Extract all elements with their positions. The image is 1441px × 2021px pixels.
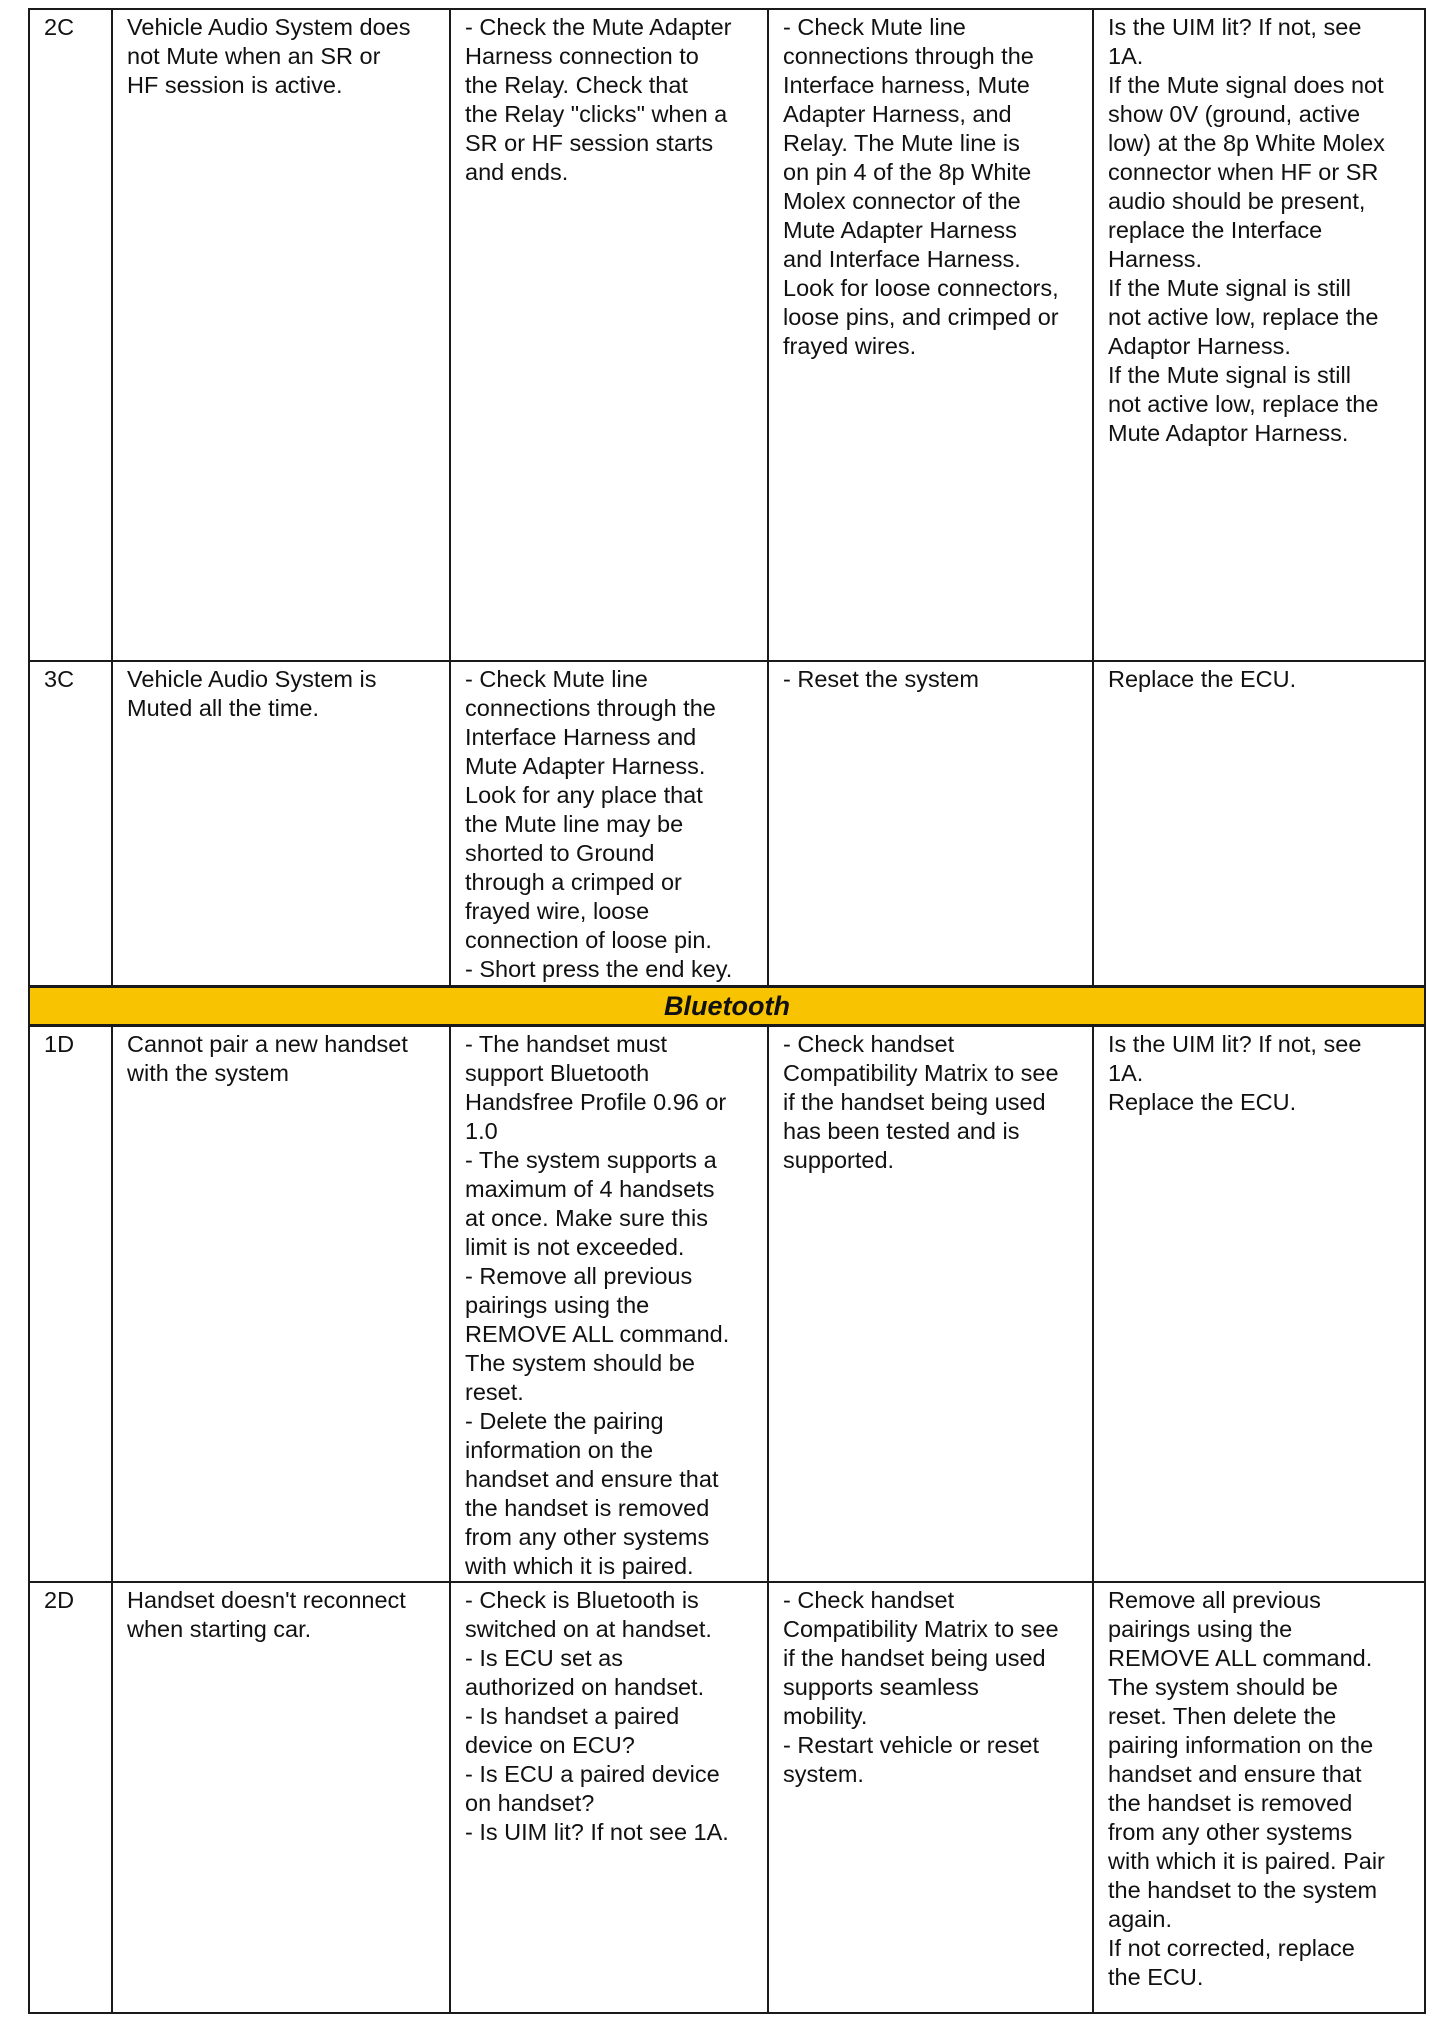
first-check-cell: - The handset must support Bluetooth Handsfree Profile 0.96 or 1.0 - The system supports a maximum of 4 handsets at once. Make sure this limit is not exceeded. - Remove all previous pairings using the REMOVE ALL command. The system should be reset. - Delete the pairing information on the handset and ensure that the handset is removed from any other systems with which it is paired. bbox=[450, 1026, 768, 1583]
second-check-cell: - Check Mute line connections through the Interface harness, Mute Adapter Harness, and Relay. The Mute line is on pin 4 of the 8p White Molex connector of the Mute Adapter Harness and Interface Harness. Look for loose connectors, loose pins, and crimped or frayed wires. bbox=[768, 9, 1093, 661]
first-check-cell: - Check Mute line connections through the Interface Harness and Mute Adapter Harness. Look for any place that the Mute line may be shorted to Ground through a crimped or frayed wire, loose connection of loose pin. - Short press the end key. bbox=[450, 661, 768, 987]
problem-cell: Handset doesn't reconnect when starting car. bbox=[112, 1582, 450, 2013]
section-title: Bluetooth bbox=[29, 987, 1425, 1026]
corrective-action-cell: Remove all previous pairings using the REMOVE ALL command. The system should be reset. Then delete the pairing information on the handset and ensure that the handset is removed from any other systems with which it is paired. Pair the handset to the system again. If not corrected, replace the ECU. bbox=[1093, 1582, 1425, 2013]
second-check-cell: - Check handset Compatibility Matrix to see if the handset being used has been tested and is supported. bbox=[768, 1026, 1093, 1583]
row-id: 3C bbox=[29, 661, 112, 987]
problem-cell: Vehicle Audio System does not Mute when an SR or HF session is active. bbox=[112, 9, 450, 661]
corrective-action-cell: Is the UIM lit? If not, see 1A. Replace the ECU. bbox=[1093, 1026, 1425, 1583]
corrective-action-cell: Is the UIM lit? If not, see 1A. If the Mute signal does not show 0V (ground, active low) at the 8p White Molex connector when HF or SR audio should be present, replace the Interface Harness. If the Mute signal is still not active low, replace the Adaptor Harness. If the Mute signal is still not active low, replace the Mute Adaptor Harness. bbox=[1093, 9, 1425, 661]
table-row-1d bbox=[29, 1026, 1425, 1583]
table-row-2d bbox=[29, 1582, 1425, 2013]
row-id: 2C bbox=[29, 9, 112, 661]
row-id: 1D bbox=[29, 1026, 112, 1583]
corrective-action-cell: Replace the ECU. bbox=[1093, 661, 1425, 987]
table-row-3c bbox=[29, 661, 1425, 987]
problem-cell: Cannot pair a new handset with the system bbox=[112, 1026, 450, 1583]
troubleshooting-table bbox=[28, 8, 1426, 2014]
first-check-cell: - Check is Bluetooth is switched on at handset. - Is ECU set as authorized on handset. - Is handset a paired device on ECU? - Is ECU a paired device on handset? - Is UIM lit? If not see 1A. bbox=[450, 1582, 768, 2013]
section-header-row bbox=[29, 987, 1425, 1026]
problem-cell: Vehicle Audio System is Muted all the time. bbox=[112, 661, 450, 987]
table-row-2c bbox=[29, 9, 1425, 661]
row-id: 2D bbox=[29, 1582, 112, 2013]
second-check-cell: - Reset the system bbox=[768, 661, 1093, 987]
first-check-cell: - Check the Mute Adapter Harness connection to the Relay. Check that the Relay "clicks" when a SR or HF session starts and ends. bbox=[450, 9, 768, 661]
second-check-cell: - Check handset Compatibility Matrix to see if the handset being used supports seamless mobility. - Restart vehicle or reset system. bbox=[768, 1582, 1093, 2013]
